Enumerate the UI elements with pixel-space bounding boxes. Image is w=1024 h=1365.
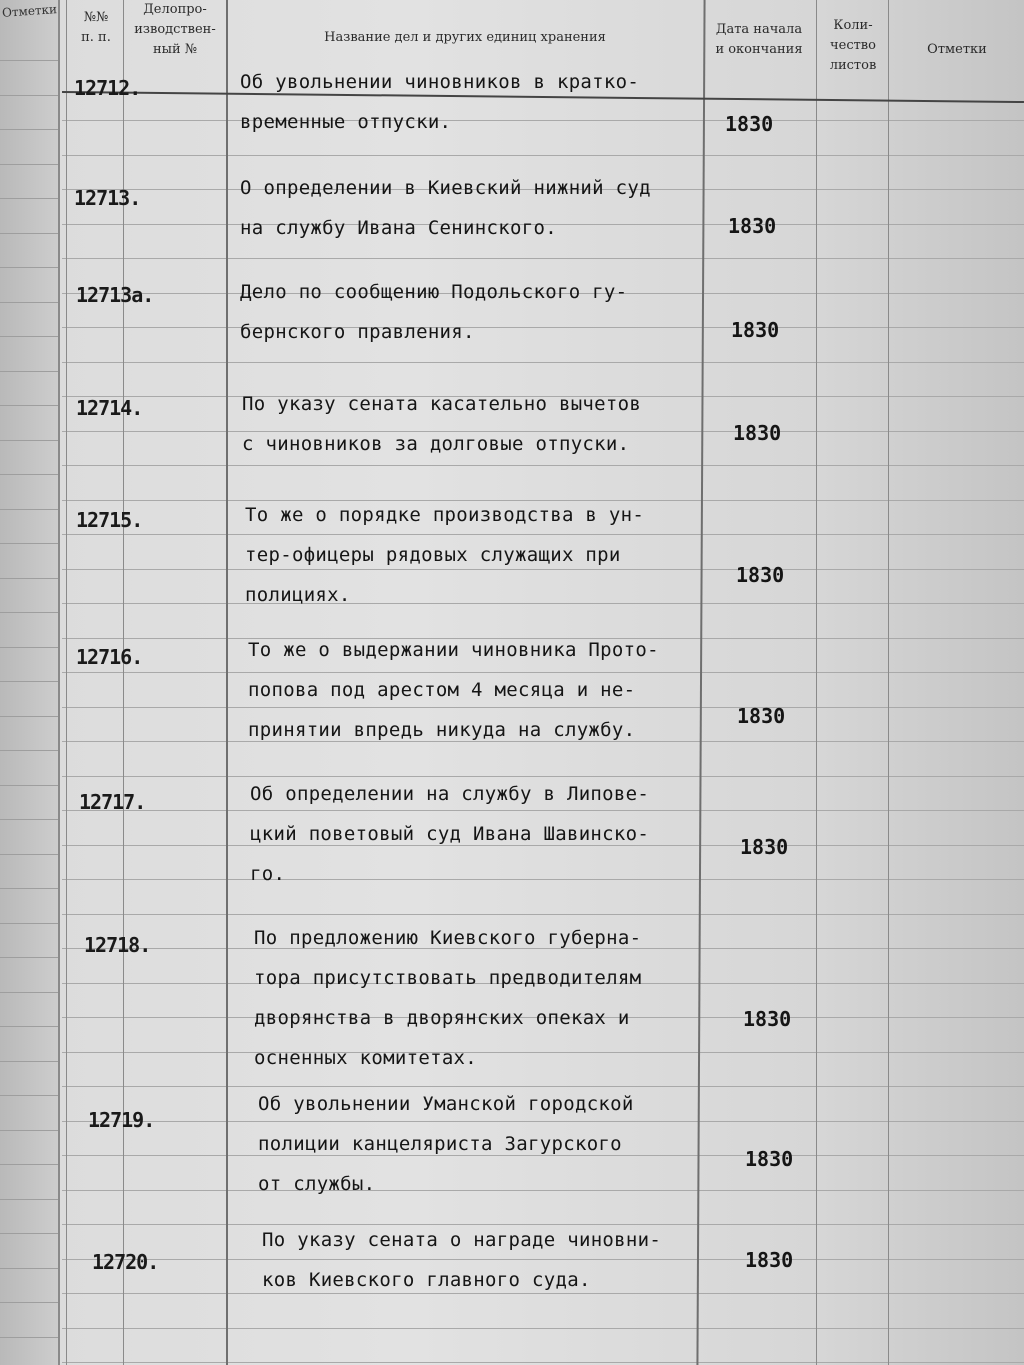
- left-page-rule: [0, 405, 58, 406]
- left-page-rule: [0, 923, 58, 924]
- entry-num: 12720.: [92, 1250, 159, 1274]
- entry-title: То же о порядке производства в ун- тер-офицеры рядовых служащих при полициях.: [245, 504, 645, 606]
- entry-title: Об увольнении чиновников в кратко- временные отпуски.: [240, 71, 640, 133]
- left-page-rule: [0, 1164, 58, 1165]
- left-page-rule: [0, 819, 58, 820]
- left-page-rule: [0, 474, 58, 475]
- col-divider-2: [226, 0, 228, 1365]
- left-page-rule: [0, 302, 58, 303]
- previous-page-strip: [0, 0, 60, 1365]
- entry-date: 1830: [743, 1007, 792, 1031]
- header-office-num: Делопро- изводствен- ный №: [134, 2, 216, 57]
- header-title: Название дел и других единиц хранения: [324, 30, 606, 45]
- entry-num: 12717.: [79, 790, 146, 814]
- left-page-rule: [0, 198, 58, 199]
- entry-title: Об увольнении Уманской городской полиции канцеляриста Загурского от службы.: [258, 1093, 634, 1195]
- left-page-rule: [0, 1095, 58, 1096]
- col-divider-4: [816, 0, 817, 1365]
- header-date: Дата начала и окончания: [715, 22, 803, 57]
- left-page-rule: [0, 1130, 58, 1131]
- entry-num: 12715.: [76, 508, 143, 532]
- ruled-line: [62, 1328, 1024, 1329]
- left-page-rule: [0, 1061, 58, 1062]
- left-page-rule: [0, 267, 58, 268]
- left-page-rule: [0, 164, 58, 165]
- left-page-rule: [0, 509, 58, 510]
- header-sheets: Коли- чество листов: [829, 18, 877, 73]
- entry-title: По предложению Киевского губерна- тора присутствовать предводителям дворянства в дворянских опеках и осненных комитетах.: [254, 927, 642, 1069]
- entry-num: 12712.: [74, 76, 141, 100]
- header-num: №№ п. п.: [81, 10, 111, 45]
- entry-num: 12718.: [84, 933, 151, 957]
- entry-date: 1830: [731, 318, 780, 342]
- left-page-rule: [0, 543, 58, 544]
- left-page-rule: [0, 681, 58, 682]
- entry-num: 12713а.: [76, 283, 154, 307]
- left-page-rule: [0, 612, 58, 613]
- entry-num: 12716.: [76, 645, 143, 669]
- left-page-rule: [0, 716, 58, 717]
- entry-date: 1830: [733, 421, 782, 445]
- entry-num: 12713.: [74, 186, 141, 210]
- entry-num: 12714.: [76, 396, 143, 420]
- left-page-rule: [0, 750, 58, 751]
- left-page-rule: [0, 1233, 58, 1234]
- left-page-rule: [0, 60, 58, 61]
- entry-title: То же о выдержании чиновника Прото- попова под арестом 4 месяца и не- принятии впредь никуда на службу.: [248, 639, 659, 741]
- left-page-rule: [0, 647, 58, 648]
- entry-title: О определении в Киевский нижний суд на службу Ивана Сенинского.: [240, 177, 651, 239]
- left-page-rule: [0, 1302, 58, 1303]
- left-page-rule: [0, 440, 58, 441]
- entry-date: 1830: [745, 1147, 794, 1171]
- left-page-rule: [0, 785, 58, 786]
- left-page-rule: [0, 992, 58, 993]
- entry-title: По указу сената о награде чиновни- ков Киевского главного суда.: [262, 1229, 662, 1291]
- left-page-rule: [0, 233, 58, 234]
- left-page-rule: [0, 371, 58, 372]
- col-divider-3: [696, 0, 705, 1365]
- ruled-line: [62, 258, 1024, 259]
- left-page-rule: [0, 957, 58, 958]
- entry-num: 12719.: [88, 1108, 155, 1132]
- left-page-rule: [0, 95, 58, 96]
- entry-date: 1830: [728, 214, 777, 238]
- entry-date: 1830: [737, 704, 786, 728]
- left-page-rule: [0, 888, 58, 889]
- header-notes: Отметки: [927, 42, 987, 57]
- left-page-rule: [0, 1199, 58, 1200]
- left-page-rule: [0, 1268, 58, 1269]
- col-divider-5: [888, 0, 889, 1365]
- entry-title: Дело по сообщению Подольского гу- бернского правления.: [240, 281, 628, 343]
- entry-title: По указу сената касательно вычетов с чиновников за долговые отпуски.: [242, 393, 642, 455]
- margin-line: [66, 0, 67, 1365]
- ruled-line: [62, 1362, 1024, 1363]
- entry-date: 1830: [736, 563, 785, 587]
- ruled-line: [62, 914, 1024, 915]
- left-page-rule: [0, 578, 58, 579]
- ruled-line: [62, 465, 1024, 466]
- left-page-rule: [0, 1026, 58, 1027]
- ruled-line: [62, 155, 1024, 156]
- left-page-header: Отметки: [1, 2, 58, 20]
- entry-date: 1830: [745, 1248, 794, 1272]
- left-page-rule: [0, 129, 58, 130]
- entry-date: 1830: [740, 835, 789, 859]
- left-page-rule: [0, 854, 58, 855]
- entry-title: Об определении на службу в Липове- цкий поветовый суд Ивана Шавинско- го.: [250, 783, 650, 885]
- entry-date: 1830: [725, 112, 774, 136]
- left-page-rule: [0, 1337, 58, 1338]
- left-page-rule: [0, 336, 58, 337]
- ruled-line: [62, 362, 1024, 363]
